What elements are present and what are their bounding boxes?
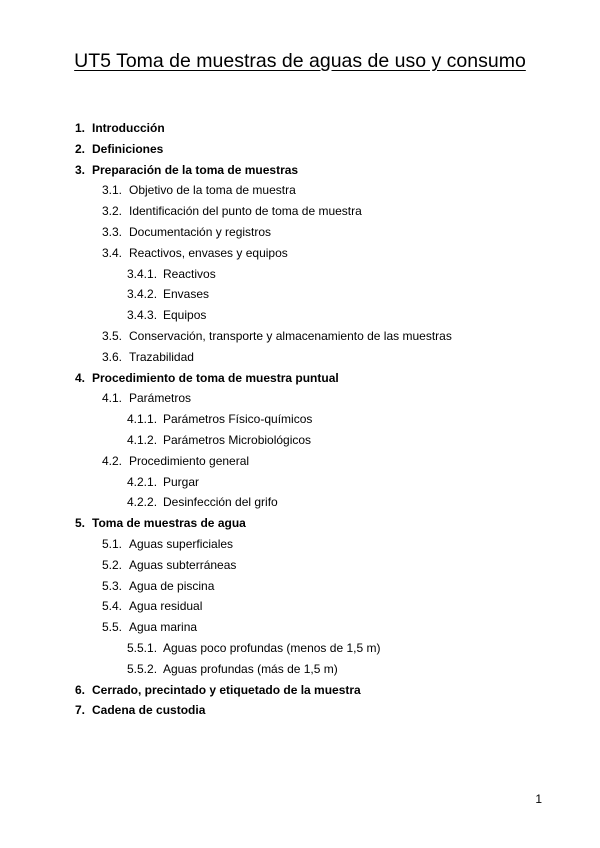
toc-entry <box>0 596 600 617</box>
toc-entry <box>0 201 600 222</box>
toc-entry-text: Introducción <box>92 121 165 135</box>
toc-entry-text: Toma de muestras de agua <box>92 516 246 531</box>
toc-entry <box>0 700 600 721</box>
toc-entry-text: Cadena de custodia <box>92 703 206 718</box>
toc-entry <box>0 451 600 472</box>
toc-entry-text: Equipos <box>163 308 207 323</box>
toc-entry-number: 3.6. <box>102 349 123 364</box>
toc-entry-text: Agua residual <box>129 599 203 614</box>
toc-entry-text: Parámetros <box>129 391 192 406</box>
toc-entry-number: 4.1.2. <box>127 432 158 447</box>
toc-entry <box>0 576 600 597</box>
toc-entry-number: 4.1. <box>102 391 123 406</box>
toc-entry-number: 3.4.3. <box>127 308 158 323</box>
toc-entry-number: 3. <box>75 162 86 177</box>
toc-entry <box>0 243 600 264</box>
toc-entry-number: 4.2. <box>102 453 123 468</box>
toc-entry-number: 3.2. <box>102 204 123 219</box>
toc-entry-number: 2. <box>75 141 86 156</box>
toc-entry-text: Documentación y registros <box>129 224 272 239</box>
toc-entry-number: 5. <box>75 516 86 531</box>
toc-entry <box>0 659 600 680</box>
toc-entry <box>0 326 600 347</box>
toc-entry-number: 4. <box>75 370 86 385</box>
page-number: 1 <box>535 792 542 806</box>
toc-entry-number: 3.1. <box>102 183 123 198</box>
toc-entry <box>0 284 600 305</box>
toc-entry-text: Envases <box>163 287 210 302</box>
toc-entry <box>0 534 600 555</box>
toc-entry <box>0 118 600 139</box>
toc-entry-number: 3.5. <box>102 328 123 343</box>
toc-entry <box>0 139 600 160</box>
toc-entry <box>0 513 600 534</box>
toc-entry-number: 5.5.1. <box>127 640 158 655</box>
toc-entry <box>0 180 600 201</box>
toc-entry-text: Aguas profundas (más de 1,5 m) <box>163 661 338 676</box>
toc-entry <box>0 347 600 368</box>
toc-entry-number: 3.3. <box>102 224 123 239</box>
toc-entry-number: 5.5. <box>102 620 123 635</box>
toc-entry-text: Procedimiento general <box>129 453 250 468</box>
toc-entry-text: Preparación de la toma de muestras <box>92 162 299 177</box>
toc-entry <box>0 305 600 326</box>
toc-entry-number: 6. <box>75 682 86 697</box>
toc-entry-text: Agua de piscina <box>129 578 215 593</box>
toc-entry-text: Trazabilidad <box>129 349 194 364</box>
toc-entry-text: Definiciones <box>92 141 164 156</box>
toc-entry-number: 3.4.1. <box>127 266 158 281</box>
toc-entry <box>0 430 600 451</box>
toc-entry <box>0 492 600 513</box>
toc-entry <box>0 264 600 285</box>
toc-entry-text: Identificación del punto de toma de muestra <box>129 204 362 219</box>
toc-entry-text: Aguas superficiales <box>129 536 234 551</box>
toc-entry <box>0 638 600 659</box>
toc-entry-text: Objetivo de la toma de muestra <box>129 183 296 198</box>
toc-entry-number: 5.1. <box>102 536 123 551</box>
toc-entry-number: 3.4.2. <box>127 287 158 302</box>
page-title: UT5 Toma de muestras de aguas de uso y consumo <box>74 50 526 72</box>
toc-entry-number: 3.4. <box>102 245 123 260</box>
toc-entry-number: 1. <box>75 121 86 135</box>
toc-entry <box>0 409 600 430</box>
toc-entry-text: Desinfección del grifo <box>163 495 278 510</box>
toc-entry-number: 4.2.2. <box>127 495 158 510</box>
toc-entry-number: 5.2. <box>102 557 123 572</box>
toc-entry <box>0 617 600 638</box>
toc-entry-number: 4.1.1. <box>127 412 158 427</box>
table-of-contents <box>0 118 600 721</box>
toc-entry-text: Purgar <box>163 474 200 489</box>
toc-entry-text: Aguas subterráneas <box>129 557 237 572</box>
toc-entry-text: Parámetros Físico-químicos <box>163 412 313 427</box>
toc-entry-text: Procedimiento de toma de muestra puntual <box>92 370 339 385</box>
toc-entry-text: Conservación, transporte y almacenamiento de las muestras <box>129 328 452 343</box>
toc-entry-text: Parámetros Microbiológicos <box>163 432 312 447</box>
toc-entry-text: Reactivos <box>163 266 216 281</box>
toc-entry <box>0 472 600 493</box>
toc-entry <box>0 368 600 389</box>
toc-entry <box>0 555 600 576</box>
toc-entry-text: Reactivos, envases y equipos <box>129 245 288 260</box>
toc-entry-number: 7. <box>75 703 86 718</box>
toc-entry <box>0 222 600 243</box>
toc-entry-number: 5.4. <box>102 599 123 614</box>
toc-entry-number: 5.5.2. <box>127 661 158 676</box>
toc-entry-text: Cerrado, precintado y etiquetado de la muestra <box>92 682 361 697</box>
toc-entry <box>0 680 600 701</box>
toc-entry-text: Agua marina <box>129 620 198 635</box>
toc-entry <box>0 388 600 409</box>
toc-entry <box>0 160 600 181</box>
toc-entry-number: 4.2.1. <box>127 474 158 489</box>
toc-entry-text: Aguas poco profundas (menos de 1,5 m) <box>163 640 381 655</box>
toc-entry-number: 5.3. <box>102 578 123 593</box>
